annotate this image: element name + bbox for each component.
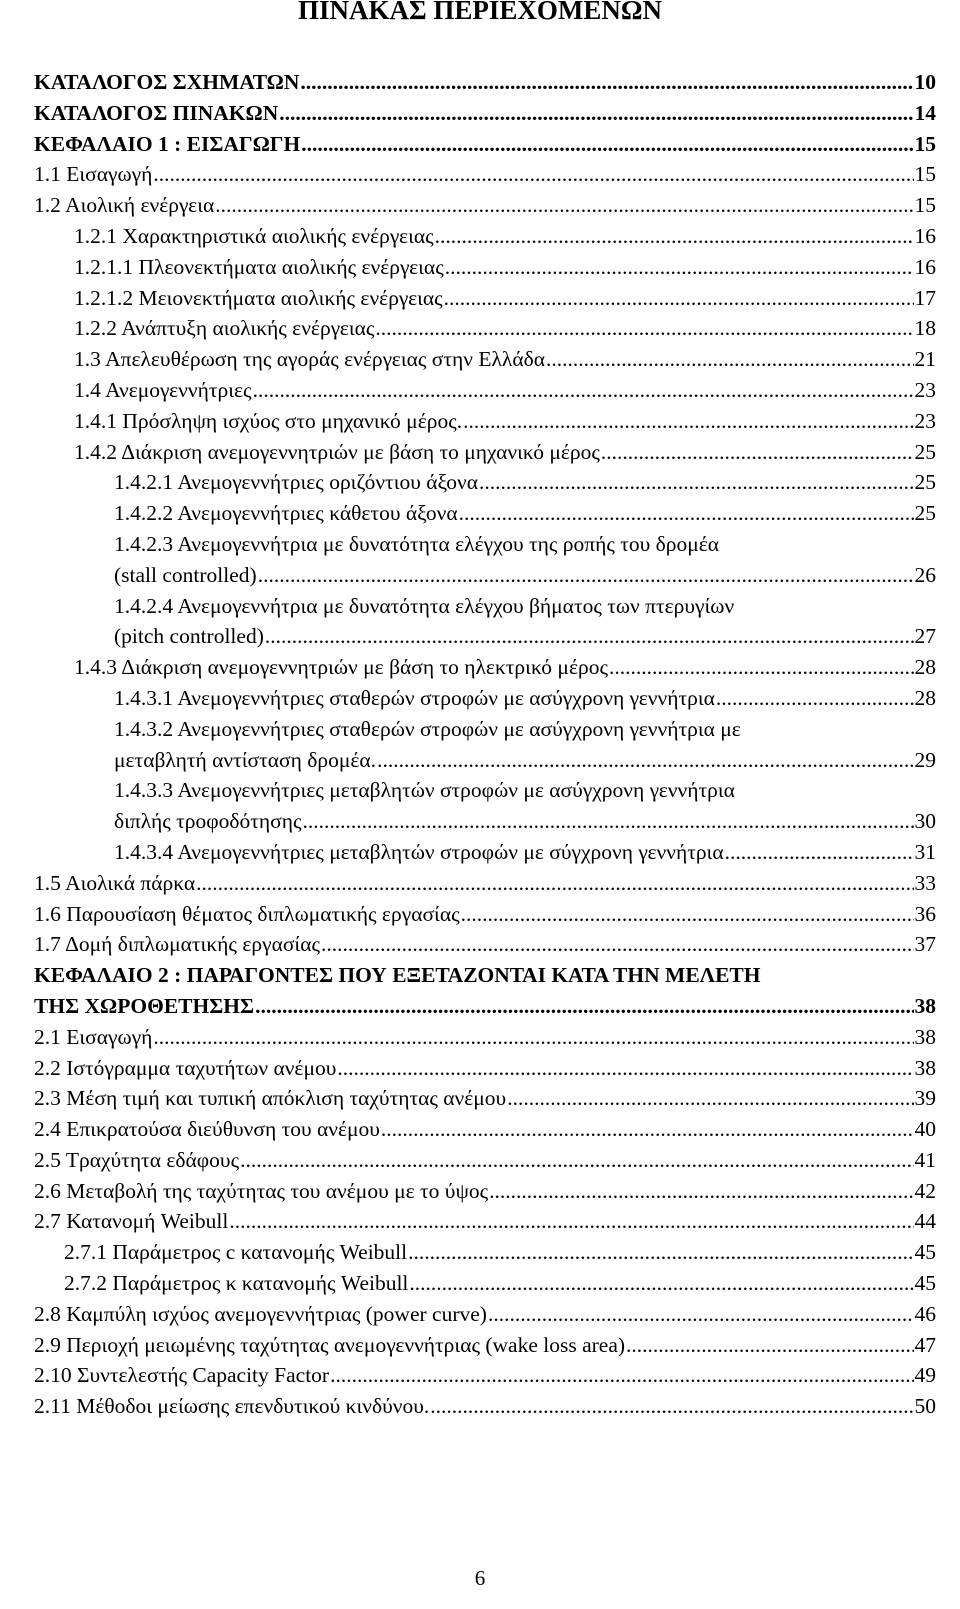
toc-entry-page-number: 38 [914,993,936,1018]
toc-entry-title: μεταβλητή αντίσταση δρομέα. [114,747,377,772]
dot-leader [377,745,913,776]
toc-entry-page-number: 15 [914,131,936,156]
toc-entry-title: 2.7.2 Παράμετρος κ κατανομής Weibull [64,1271,409,1296]
toc-entry-page-number: 28 [914,685,936,710]
toc-entry[interactable] [34,1114,936,1145]
dot-leader [601,437,914,468]
dot-leader [255,991,913,1022]
dot-leader [461,899,914,930]
toc-entry[interactable] [34,190,936,221]
dot-leader [444,283,914,314]
toc-entry-title: ΤΗΣ ΧΩΡΟΘΕΤΗΣΗΣ [34,993,255,1018]
toc-entry-page-number: 23 [914,408,936,433]
dot-leader [609,652,914,683]
toc-entry-page-number: 17 [914,285,936,310]
toc-entry-title-first-line: 1.4.2.3 Ανεμογεννήτρια με δυνατότητα ελέγχου της ροπής του δρομέα [114,531,720,556]
dot-leader [408,1237,913,1268]
dot-leader [258,560,914,591]
dot-leader [626,1330,913,1361]
toc-entry-title: 2.9 Περιοχή μειωμένης ταχύτητας ανεμογεννήτριας (wake loss area) [34,1332,626,1357]
toc-entry-title: 1.4.1 Πρόσληψη ισχύος στο μηχανικό μέρος. [74,408,463,433]
toc-entry[interactable] [34,1053,936,1084]
dot-leader [479,467,913,498]
toc-entry-title: (stall controlled) [114,562,257,587]
toc-entry-title: διπλής τροφοδότησης [114,809,302,834]
dot-leader [430,1391,913,1422]
toc-entry-title: 2.4 Επικρατούσα διεύθυνση του ανέμου [34,1117,380,1142]
toc-entry-page-number: 47 [914,1332,936,1357]
dot-leader [463,406,913,437]
toc-entry-title: 1.4.2.2 Ανεμογεννήτριες κάθετου άξονα [114,501,458,526]
toc-entry[interactable] [34,1083,936,1114]
dot-leader [716,683,914,714]
dot-leader [459,498,914,529]
toc-entry-title: 1.4.2 Διάκριση ανεμογεννητριών με βάση το μηχανικό μέρος [74,439,600,464]
toc-entry[interactable] [34,1206,936,1237]
toc-entry-page-number: 44 [914,1209,936,1234]
toc-entry[interactable] [34,1330,936,1361]
toc-entry-title: 2.5 Τραχύτητα εδάφους [34,1147,240,1172]
toc-entry-title: ΚΑΤΑΛΟΓΟΣ ΣΧΗΜΑΤΩΝ [34,70,300,94]
toc-entry-title: 1.4 Ανεμογεννήτριες [74,377,252,402]
toc-entry[interactable] [34,929,936,960]
toc-entry-title: (pitch controlled) [114,624,264,649]
toc-entry-title: 1.6 Παρουσίαση θέματος διπλωματικής εργασίας [34,901,460,926]
dot-leader [409,1268,913,1299]
toc-entry-title: ΚΕΦΑΛΑΙΟ 1 : ΕΙΣΑΓΩΓΗ [34,131,301,156]
dot-leader [153,159,913,190]
toc-entry-title-first-line: ΚΕΦΑΛΑΙΟ 2 : ΠΑΡΑΓΟΝΤΕΣ ΠΟΥ ΕΞΕΤΑΖΟΝΤΑΙ ΚΑΤΑ ΤΗΝ ΜΕΛΕΤΗ [34,963,761,988]
toc-entry-title: 2.10 Συντελεστής Capacity Factor [34,1363,330,1388]
toc-entry[interactable] [34,67,936,98]
toc-entry-page-number: 25 [914,470,936,495]
toc-entry[interactable] [34,1268,936,1299]
toc-entry-page-number: 16 [914,223,936,248]
toc-entry-page-number: 16 [914,254,936,279]
toc-entry-page-number: 33 [914,870,936,895]
page-title: ΠΙΝΑΚΑΣ ΠΕΡΙΕΧΟΜΕΝΩΝ [297,0,663,25]
toc-entry-title: 2.7 Κατανομή Weibull [34,1209,229,1234]
toc-entry[interactable] [34,437,936,468]
toc-entry-page-number: 45 [914,1271,936,1296]
toc-entry-title: 1.7 Δομή διπλωματικής εργασίας [34,932,320,957]
dot-leader [240,1145,913,1176]
dot-leader [303,806,914,837]
dot-leader [215,190,913,221]
toc-entry[interactable] [34,899,936,930]
toc-entry[interactable] [34,591,936,653]
toc-entry-page-number: 41 [914,1147,936,1172]
toc-entry[interactable] [34,775,936,837]
toc-entry[interactable] [34,375,936,406]
dot-leader [279,98,913,129]
toc-entry-title: 1.2.2 Ανάπτυξη αιολικής ενέργειας [74,316,375,341]
toc-entry-title-first-line: 1.4.3.2 Ανεμογεννήτριες σταθερών στροφών με ασύγχρονη γεννήτρια με [114,716,741,741]
dot-leader [725,837,914,868]
toc-entry-page-number: 25 [914,501,936,526]
toc-entry[interactable] [34,1391,936,1422]
toc-entry[interactable] [34,529,936,591]
toc-entry-page-number: 14 [914,100,936,125]
toc-entry-page-number: 38 [914,1024,936,1049]
dot-leader [445,252,914,283]
dot-leader [300,67,913,98]
toc-entry-title-first-line: 1.4.3.3 Ανεμογεννήτριες μεταβλητών στροφών με ασύγχρονη γεννήτρια [114,778,735,803]
toc-entry[interactable] [34,1145,936,1176]
toc-entry-page-number: 37 [914,932,936,957]
dot-leader [375,313,913,344]
toc-entry-title: 1.4.3.1 Ανεμογεννήτριες σταθερών στροφών με ασύγχρονη γεννήτρια [114,685,715,710]
dot-leader [301,129,913,160]
dot-leader [253,375,914,406]
toc-entry-page-number: 45 [914,1240,936,1265]
toc-entry-page-number: 50 [914,1394,936,1419]
toc-entry[interactable] [34,406,936,437]
dot-leader [196,868,913,899]
toc-entry-title: ΚΑΤΑΛΟΓΟΣ ΠΙΝΑΚΩΝ [34,100,279,125]
toc-entry-title: 2.3 Μέση τιμή και τυπική απόκλιση ταχύτητας ανέμου [34,1086,507,1111]
dot-leader [435,221,914,252]
toc-entry[interactable] [34,1022,936,1053]
dot-leader [488,1299,914,1330]
toc-entry-title: 1.5 Αιολικά πάρκα [34,870,196,895]
toc-entry-page-number: 42 [914,1178,936,1203]
toc-entry-title: 2.6 Μεταβολή της ταχύτητας του ανέμου με το ύψος [34,1178,489,1203]
toc-entry[interactable] [34,960,936,1022]
dot-leader [337,1053,913,1084]
dot-leader [265,621,914,652]
toc-entry[interactable] [34,714,936,776]
toc-entry-title: 1.2 Αιολική ενέργεια [34,193,215,218]
toc-entry[interactable] [34,868,936,899]
toc-entry-title: 1.4.3.4 Ανεμογεννήτριες μεταβλητών στροφών με σύγχρονη γεννήτρια [114,839,724,864]
toc-entry-title: 2.2 Ιστόγραμμα ταχυτήτων ανέμου [34,1055,337,1080]
toc-entry-title: 2.7.1 Παράμετρος c κατανομής Weibull [64,1240,408,1265]
toc-entry-page-number: 46 [914,1301,936,1326]
toc-entry-title: 2.1 Εισαγωγή [34,1024,153,1049]
table-of-contents [34,67,936,1422]
toc-entry-page-number: 26 [914,562,936,587]
toc-entry[interactable] [34,652,936,683]
toc-entry-page-number: 15 [914,162,936,187]
toc-entry[interactable] [34,1360,936,1391]
toc-entry[interactable] [34,1237,936,1268]
toc-entry-page-number: 36 [914,901,936,926]
toc-entry-page-number: 30 [914,809,936,834]
toc-entry-page-number: 15 [914,193,936,218]
dot-leader [330,1360,913,1391]
toc-entry-page-number: 38 [914,1055,936,1080]
toc-entry[interactable] [34,313,936,344]
toc-entry[interactable] [34,1176,936,1207]
dot-leader [229,1206,913,1237]
toc-entry[interactable] [34,683,936,714]
toc-entry[interactable] [34,129,936,160]
toc-entry-title: 2.8 Καμπύλη ισχύος ανεμογεννήτριας (power curve) [34,1301,487,1326]
dot-leader [507,1083,913,1114]
toc-entry-title-first-line: 1.4.2.4 Ανεμογεννήτρια με δυνατότητα ελέγχου βήματος των πτερυγίων [114,593,735,618]
toc-entry[interactable] [34,1299,936,1330]
dot-leader [489,1176,913,1207]
dot-leader [321,929,914,960]
toc-entry-title: 1.4.2.1 Ανεμογεννήτριες οριζόντιου άξονα [114,470,479,495]
toc-entry[interactable] [34,159,936,190]
toc-entry-page-number: 31 [914,839,936,864]
toc-entry[interactable] [34,221,936,252]
dot-leader [546,344,914,375]
toc-entry-page-number: 49 [914,1363,936,1388]
dot-leader [381,1114,914,1145]
toc-entry-page-number: 27 [914,624,936,649]
toc-entry[interactable] [34,344,936,375]
page-number: 6 [474,1566,486,1590]
toc-entry-title: 1.2.1.2 Μειονεκτήματα αιολικής ενέργειας [74,285,443,310]
toc-entry[interactable] [34,467,936,498]
toc-entry-title: 1.3 Απελευθέρωση της αγοράς ενέργειας στην Ελλάδα [74,347,545,372]
toc-entry[interactable] [34,252,936,283]
toc-entry-page-number: 25 [914,439,936,464]
toc-entry-title: 1.2.1 Χαρακτηριστικά αιολικής ενέργειας [74,223,434,248]
toc-entry-page-number: 39 [914,1086,936,1111]
toc-entry[interactable] [34,283,936,314]
toc-entry-page-number: 18 [914,316,936,341]
toc-entry[interactable] [34,498,936,529]
dot-leader [153,1022,913,1053]
toc-entry-title: 1.4.3 Διάκριση ανεμογεννητριών με βάση το ηλεκτρικό μέρος [74,655,608,680]
toc-entry-page-number: 29 [914,747,936,772]
toc-entry-title: 1.1 Εισαγωγή [34,162,153,187]
toc-entry-page-number: 23 [914,377,936,402]
toc-entry[interactable] [34,837,936,868]
toc-entry-page-number: 21 [914,347,936,372]
toc-entry-title: 2.11 Μέθοδοι μείωσης επενδυτικού κινδύνου. [34,1394,430,1419]
toc-entry-title: 1.2.1.1 Πλεονεκτήματα αιολικής ενέργειας [74,254,444,279]
toc-entry[interactable] [34,98,936,129]
toc-entry-page-number: 40 [914,1117,936,1142]
toc-entry-page-number: 10 [914,70,936,94]
toc-entry-page-number: 28 [914,655,936,680]
